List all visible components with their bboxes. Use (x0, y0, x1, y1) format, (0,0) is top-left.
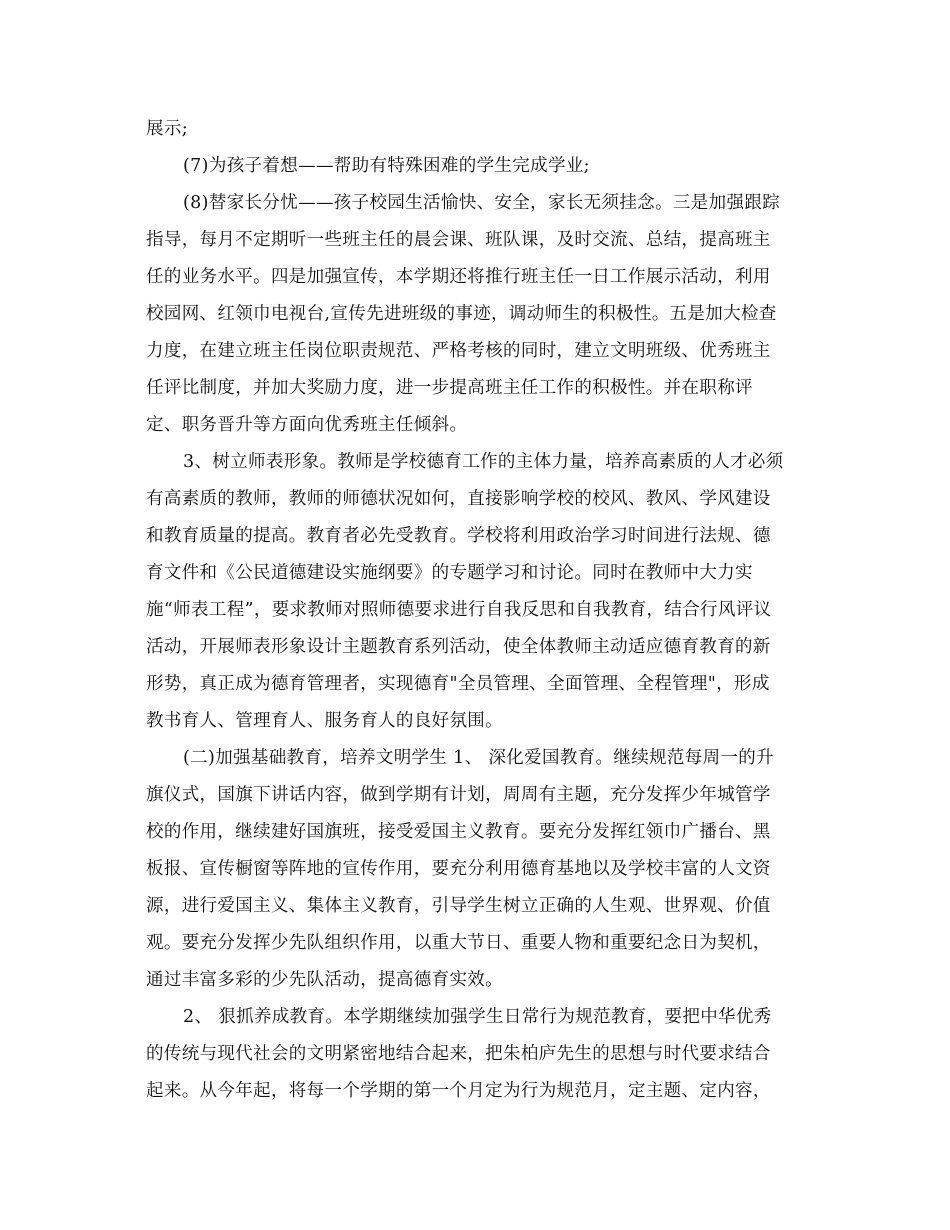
text-line: 观。要充分发挥少先队组织作用，以重大节日、重要人物和重要纪念日为契机， (146, 933, 771, 953)
text-line: 源，进行爱国主义、集体主义教育，引导学生树立正确的人生观、世界观、价值 (146, 896, 771, 916)
text-line: 起来。从今年起，将每一个学期的第一个月定为行为规范月，定主题、定内容， (146, 1081, 771, 1101)
text-line: 板报、宣传橱窗等阵地的宣传作用，要充分利用德育基地以及学校丰富的人文资 (146, 859, 771, 879)
text-line: 校的作用，继续建好国旗班，接受爱国主义教育。要充分发挥红领巾广播台、黑 (146, 822, 771, 842)
text-line: 定、职务晋升等方面向优秀班主任倾斜。 (146, 415, 468, 435)
text-line: 3、树立师表形象。教师是学校德育工作的主体力量，培养高素质的人才必须 (183, 452, 784, 472)
text-line: 教书育人、管理育人、服务育人的良好氛围。 (146, 711, 503, 731)
text-line: (8)替家长分忧——孩子校园生活愉快、安全，家长无须挂念。三是加强跟踪 (183, 193, 781, 213)
text-line: 的传统与现代社会的文明紧密地结合起来，把朱柏庐先生的思想与时代要求结合 (146, 1044, 771, 1064)
text-line: 活动，开展师表形象设计主题教育系列活动，使全体教师主动适应德育教育的新 (146, 637, 771, 657)
text-line: 施“师表工程”，要求教师对照师德要求进行自我反思和自我教育，结合行风评议 (146, 600, 772, 620)
text-line: 育文件和《公民道德建设实施纲要》的专题学习和讨论。同时在教师中大力实 (146, 563, 753, 583)
text-line: 有高素质的教师，教师的师德状况如何，直接影响学校的校风、教风、学风建设 (146, 489, 771, 509)
text-line: 通过丰富多彩的少先队活动，提高德育实效。 (146, 970, 503, 990)
text-line: 校园网、红领巾电视台,宣传先进班级的事迹，调动师生的积极性。五是加大检查 (146, 304, 777, 324)
text-line: (7)为孩子着想——帮助有特殊困难的学生完成学业; (183, 156, 590, 176)
text-line: 力度，在建立班主任岗位职责规范、严格考核的同时，建立文明班级、优秀班主 (146, 341, 771, 361)
text-line: (二)加强基础教育，培养文明学生 1、 深化爱国教育。继续规范每周一的升 (183, 748, 775, 768)
text-line: 展示; (146, 119, 188, 139)
text-line: 2、 狠抓养成教育。本学期继续加强学生日常行为规范教育，要把中华优秀 (183, 1007, 772, 1027)
text-line: 任评比制度，并加大奖励力度，进一步提高班主任工作的积极性。并在职称评 (146, 378, 753, 398)
text-line: 任的业务水平。四是加强宣传，本学期还将推行班主任一日工作展示活动，利用 (146, 267, 771, 287)
text-line: 旗仪式，国旗下讲话内容，做到学期有计划，周周有主题，充分发挥少年城管学 (146, 785, 771, 805)
text-line: 形势，真正成为德育管理者，实现德育"全员管理、全面管理、全程管理"，形成 (146, 674, 770, 694)
text-line: 指导，每月不定期听一些班主任的晨会课、班队课，及时交流、总结，提高班主 (146, 230, 771, 250)
text-line: 和教育质量的提高。教育者必先受教育。学校将利用政治学习时间进行法规、德 (146, 526, 771, 546)
